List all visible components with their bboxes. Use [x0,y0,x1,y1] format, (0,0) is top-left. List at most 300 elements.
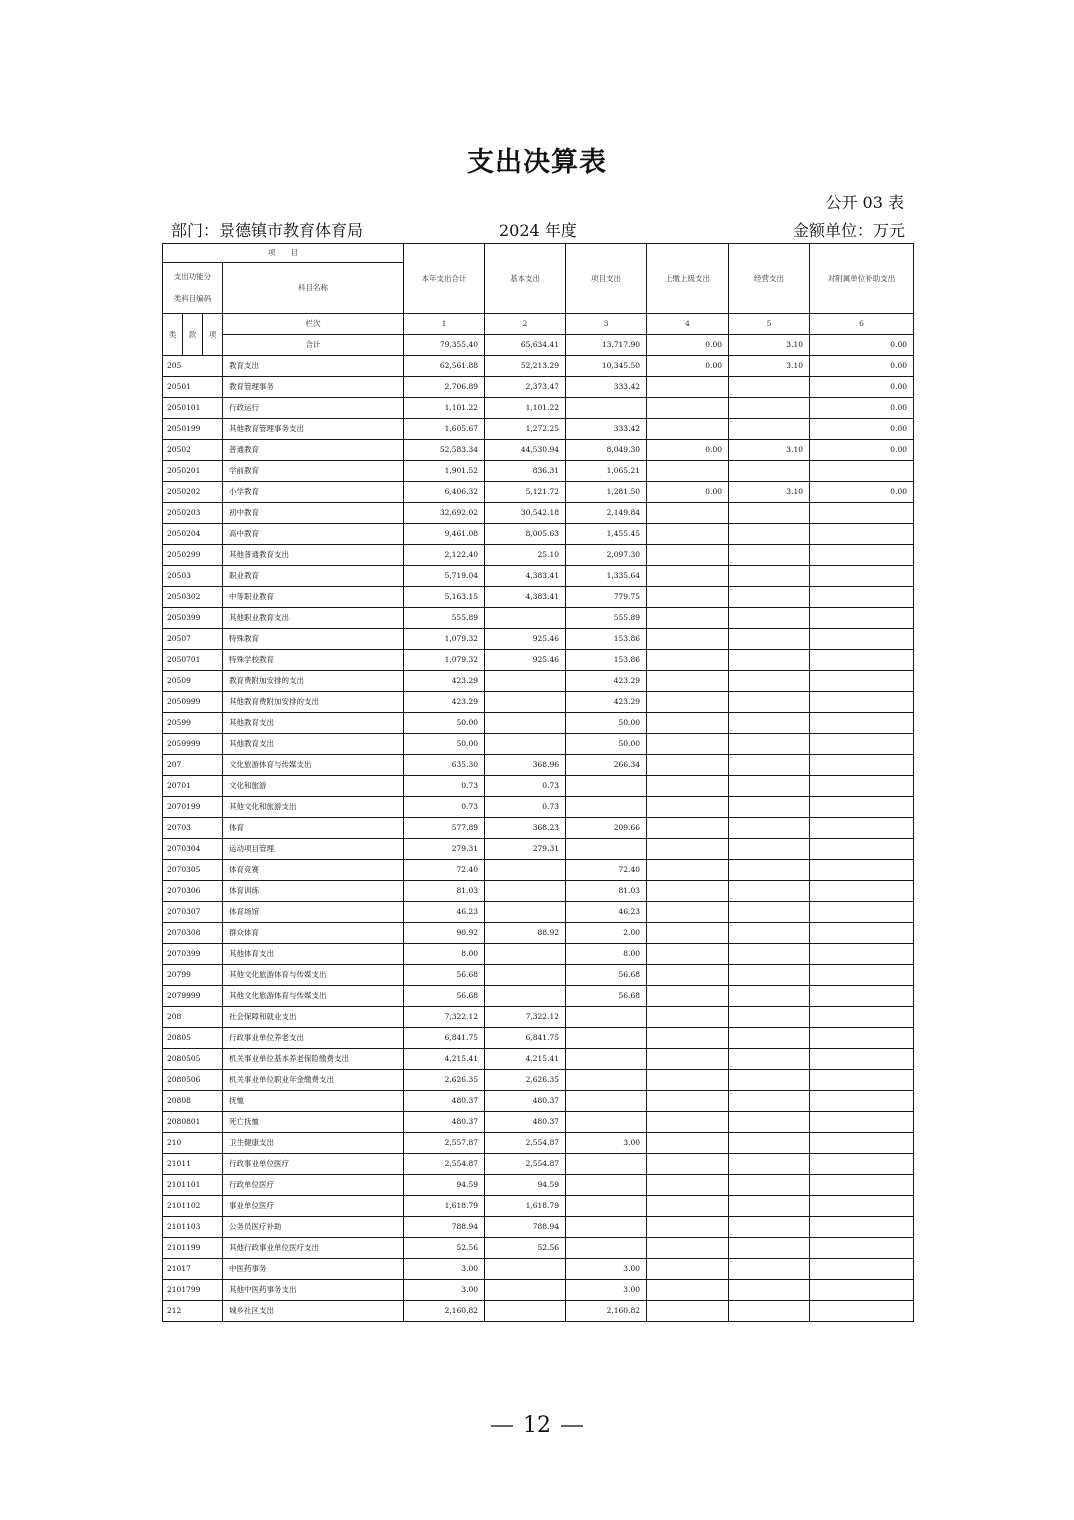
amount-cell [647,818,729,839]
amount-cell [729,587,810,608]
amount-cell [810,692,914,713]
amount-cell [566,398,647,419]
table-row [163,902,914,923]
total-row [163,335,914,356]
amount-cell [485,944,566,965]
amount-cell [810,1175,914,1196]
amount-cell: 6,406.32 [404,482,485,503]
column-header: 项目支出 [566,244,647,314]
amount-cell [810,1091,914,1112]
amount-cell: 2,097.30 [566,545,647,566]
amount-cell [729,839,810,860]
amount-cell [810,1280,914,1301]
amount-cell [485,692,566,713]
subject-code: 2101199 [163,1238,223,1259]
amount-cell [485,1259,566,1280]
amount-cell [647,1112,729,1133]
total-value: 3.10 [729,335,810,356]
amount-cell [647,1259,729,1280]
amount-cell [729,734,810,755]
subject-name: 体育竞赛 [223,860,404,881]
amount-cell: 1,079.32 [404,650,485,671]
amount-cell: 1,281.50 [566,482,647,503]
amount-cell [810,1259,914,1280]
amount-cell [810,860,914,881]
amount-cell: 5,163.15 [404,587,485,608]
table-row [163,734,914,755]
amount-cell: 279.31 [485,839,566,860]
amount-cell [647,944,729,965]
dash-left [491,1425,513,1427]
fiscal-year: 2024 年度 [499,221,577,240]
column-number: 5 [729,314,810,335]
amount-cell: 0.00 [810,398,914,419]
subject-name: 普通教育 [223,440,404,461]
amount-cell [647,692,729,713]
subject-name: 学前教育 [223,461,404,482]
amount-cell: 555.89 [566,608,647,629]
amount-cell [729,545,810,566]
amount-cell [647,650,729,671]
amount-cell: 94.59 [404,1175,485,1196]
amount-cell: 2,554.87 [485,1133,566,1154]
amount-cell [485,881,566,902]
subject-code: 20503 [163,566,223,587]
kuan-header: 款 [183,314,203,356]
amount-cell: 368.96 [485,755,566,776]
xiang-header: 项 [203,314,223,356]
amount-cell [485,734,566,755]
amount-cell: 2,706.89 [404,377,485,398]
amount-cell [729,377,810,398]
column-header: 对附属单位补助支出 [810,244,914,314]
amount-cell [647,1238,729,1259]
amount-cell [485,671,566,692]
amount-cell [729,986,810,1007]
amount-cell [810,776,914,797]
lei-header: 类 [163,314,183,356]
amount-cell: 56.68 [404,965,485,986]
amount-cell: 925.46 [485,629,566,650]
amount-cell [729,1091,810,1112]
amount-cell [647,755,729,776]
amount-cell [647,566,729,587]
amount-cell [729,1196,810,1217]
amount-cell: 9,461.08 [404,524,485,545]
amount-cell [566,797,647,818]
amount-cell [810,713,914,734]
amount-cell: 788.94 [485,1217,566,1238]
amount-cell [647,1196,729,1217]
amount-cell [485,986,566,1007]
amount-cell: 3.10 [729,440,810,461]
subject-name: 教育支出 [223,356,404,377]
subject-name: 其他文化旅游体育与传媒支出 [223,986,404,1007]
amount-cell: 0.73 [485,797,566,818]
amount-cell: 0.00 [810,482,914,503]
amount-cell: 0.00 [810,419,914,440]
amount-cell: 8,049.30 [566,440,647,461]
amount-cell: 0.00 [647,482,729,503]
subject-code: 2070308 [163,923,223,944]
subject-code: 2050204 [163,524,223,545]
amount-cell [729,1154,810,1175]
subject-name: 文化和旅游 [223,776,404,797]
amount-cell [810,944,914,965]
amount-cell [647,377,729,398]
amount-cell [729,965,810,986]
amount-cell: 81.03 [404,881,485,902]
table-row [163,965,914,986]
amount-cell: 3.00 [404,1259,485,1280]
table-row [163,1112,914,1133]
amount-cell [647,419,729,440]
subject-code: 20701 [163,776,223,797]
subject-name: 文化旅游体育与传媒支出 [223,755,404,776]
subject-name: 社会保障和就业支出 [223,1007,404,1028]
amount-cell: 635.30 [404,755,485,776]
amount-cell: 4,383.41 [485,566,566,587]
table-row [163,1091,914,1112]
column-number: 4 [647,314,729,335]
amount-cell [810,629,914,650]
column-number: 2 [485,314,566,335]
amount-cell: 2,557.87 [404,1133,485,1154]
amount-cell: 46.23 [404,902,485,923]
amount-cell [729,881,810,902]
amount-cell [729,461,810,482]
subject-name: 事业单位医疗 [223,1196,404,1217]
subject-name: 体育场馆 [223,902,404,923]
amount-cell: 1,618.79 [404,1196,485,1217]
amount-cell [647,545,729,566]
amount-cell [647,629,729,650]
subject-code: 212 [163,1301,223,1322]
subject-code: 2079999 [163,986,223,1007]
amount-cell: 72.40 [566,860,647,881]
amount-cell: 3.00 [404,1280,485,1301]
amount-cell [810,1049,914,1070]
amount-cell: 423.29 [404,671,485,692]
amount-cell [647,839,729,860]
table-row [163,923,914,944]
amount-cell [810,839,914,860]
subject-name: 行政事业单位医疗 [223,1154,404,1175]
table-row [163,1007,914,1028]
subject-name: 死亡抚恤 [223,1112,404,1133]
subject-code: 20502 [163,440,223,461]
amount-cell: 368.23 [485,818,566,839]
amount-cell: 81.03 [566,881,647,902]
page-number: 12 [523,1413,551,1438]
subject-code: 2070399 [163,944,223,965]
amount-cell [647,1049,729,1070]
amount-cell [647,1175,729,1196]
subject-name: 初中教育 [223,503,404,524]
subject-name: 其他体育支出 [223,944,404,965]
table-row [163,986,914,1007]
amount-cell [729,692,810,713]
amount-cell: 279.31 [404,839,485,860]
amount-cell [566,1112,647,1133]
amount-cell: 88.92 [485,923,566,944]
amount-cell: 1,605.67 [404,419,485,440]
amount-cell [485,608,566,629]
amount-cell: 0.73 [404,797,485,818]
function-code-header [163,263,223,314]
subject-name-header: 科目名称 [223,263,404,314]
amount-cell [729,503,810,524]
table-row [163,461,914,482]
table-row [163,398,914,419]
amount-cell: 925.46 [485,650,566,671]
department-label: 部门：景德镇市教育体育局 [171,221,364,240]
amount-cell [810,1007,914,1028]
subject-name: 特殊学校教育 [223,650,404,671]
amount-cell [729,671,810,692]
amount-cell: 0.00 [810,356,914,377]
amount-cell [729,902,810,923]
subject-name: 体育训练 [223,881,404,902]
subject-code: 207 [163,755,223,776]
subject-name: 群众体育 [223,923,404,944]
amount-cell [810,986,914,1007]
table-row [163,1175,914,1196]
table-row [163,503,914,524]
table-row [163,1028,914,1049]
subject-code: 2050201 [163,461,223,482]
table-row [163,650,914,671]
table-row [163,797,914,818]
subject-name: 行政事业单位养老支出 [223,1028,404,1049]
total-value: 79,355.40 [404,335,485,356]
amount-cell [647,986,729,1007]
amount-cell: 3.00 [566,1133,647,1154]
subject-code: 20808 [163,1091,223,1112]
subject-name: 中医药事务 [223,1259,404,1280]
amount-cell [647,398,729,419]
subject-code: 2101102 [163,1196,223,1217]
amount-cell [647,713,729,734]
amount-cell [647,1217,729,1238]
amount-cell [566,1007,647,1028]
amount-cell: 3.00 [566,1280,647,1301]
amount-cell: 4,383.41 [485,587,566,608]
table-row [163,377,914,398]
amount-cell: 333.42 [566,377,647,398]
amount-cell [647,587,729,608]
amount-cell: 32,692.02 [404,503,485,524]
amount-cell [810,524,914,545]
total-value: 65,634.41 [485,335,566,356]
table-row [163,1259,914,1280]
amount-cell [647,1154,729,1175]
amount-cell [810,797,914,818]
subject-name: 职业教育 [223,566,404,587]
subject-code: 208 [163,1007,223,1028]
amount-cell: 46.23 [566,902,647,923]
table-row [163,881,914,902]
amount-cell [729,1007,810,1028]
subject-name: 其他教育支出 [223,734,404,755]
subject-code: 2080801 [163,1112,223,1133]
amount-cell: 1,079.32 [404,629,485,650]
amount-cell: 153.86 [566,629,647,650]
table-row [163,713,914,734]
table-row [163,755,914,776]
amount-cell [566,1217,647,1238]
amount-cell: 0.00 [647,440,729,461]
subject-name: 其他中医药事务支出 [223,1280,404,1301]
subject-code: 2070306 [163,881,223,902]
amount-cell [647,902,729,923]
amount-cell: 1,101.22 [485,398,566,419]
amount-cell: 1,272.25 [485,419,566,440]
amount-cell [729,1112,810,1133]
table-row [163,356,914,377]
amount-cell [729,776,810,797]
table-row [163,1238,914,1259]
subject-code: 2070305 [163,860,223,881]
table-row [163,839,914,860]
amount-cell [810,650,914,671]
amount-cell: 90.92 [404,923,485,944]
subject-name: 特殊教育 [223,629,404,650]
subject-name: 城乡社区支出 [223,1301,404,1322]
amount-cell: 2,626.35 [404,1070,485,1091]
amount-cell: 6,841.75 [485,1028,566,1049]
table-row [163,545,914,566]
amount-cell [566,1028,647,1049]
subject-code: 2050203 [163,503,223,524]
table-row [163,566,914,587]
amount-cell [810,1301,914,1322]
amount-cell [729,1280,810,1301]
amount-cell [566,1070,647,1091]
table-row [163,692,914,713]
subject-name: 其他教育管理事务支出 [223,419,404,440]
amount-cell [729,1301,810,1322]
amount-cell [729,755,810,776]
amount-cell: 52,583.34 [404,440,485,461]
amount-cell: 836.31 [485,461,566,482]
amount-cell [729,1217,810,1238]
table-row [163,524,914,545]
subject-name: 其他教育费附加安排的支出 [223,692,404,713]
amount-cell [810,965,914,986]
table-row [163,776,914,797]
amount-cell: 423.29 [404,692,485,713]
amount-cell [647,1133,729,1154]
table-row [163,818,914,839]
amount-cell: 3.00 [566,1259,647,1280]
amount-cell [729,398,810,419]
subject-code: 210 [163,1133,223,1154]
amount-cell: 2,160.82 [404,1301,485,1322]
subject-code: 21017 [163,1259,223,1280]
amount-cell: 52,213.29 [485,356,566,377]
amount-cell [485,860,566,881]
amount-cell [729,797,810,818]
table-row [163,1070,914,1091]
subject-name: 教育费附加安排的支出 [223,671,404,692]
amount-cell [729,1070,810,1091]
amount-cell [566,1091,647,1112]
amount-cell: 30,542.18 [485,503,566,524]
subject-code: 2080506 [163,1070,223,1091]
amount-cell: 52.56 [404,1238,485,1259]
subject-code: 2050299 [163,545,223,566]
amount-cell [485,713,566,734]
amount-cell: 94.59 [485,1175,566,1196]
subject-code: 20799 [163,965,223,986]
subject-name: 卫生健康支出 [223,1133,404,1154]
table-row [163,629,914,650]
subject-name: 机关事业单位职业年金缴费支出 [223,1070,404,1091]
function-code-header-line1: 支出功能分 [173,272,212,281]
amount-cell: 480.37 [485,1091,566,1112]
amount-cell: 333.42 [566,419,647,440]
amount-cell [647,1091,729,1112]
subject-name: 高中教育 [223,524,404,545]
amount-cell: 25.10 [485,545,566,566]
amount-cell [485,1301,566,1322]
subject-name: 中等职业教育 [223,587,404,608]
amount-cell: 779.75 [566,587,647,608]
subject-name: 抚恤 [223,1091,404,1112]
amount-cell: 2.00 [566,923,647,944]
amount-cell: 423.29 [566,692,647,713]
amount-cell: 2,122.40 [404,545,485,566]
amount-cell [566,1154,647,1175]
subject-code: 2101103 [163,1217,223,1238]
amount-cell: 423.29 [566,671,647,692]
amount-cell [566,1238,647,1259]
amount-cell [729,1133,810,1154]
amount-cell: 577.89 [404,818,485,839]
amount-cell [647,881,729,902]
page-title: 支出决算表 [467,147,607,178]
amount-cell [729,608,810,629]
amount-cell: 0.00 [810,377,914,398]
amount-cell: 1,455.45 [566,524,647,545]
amount-cell: 62,561.88 [404,356,485,377]
amount-cell [729,923,810,944]
amount-cell [810,1070,914,1091]
subject-name: 其他文化旅游体育与传媒支出 [223,965,404,986]
column-number: 6 [810,314,914,335]
amount-cell [729,1028,810,1049]
amount-cell: 5,719.04 [404,566,485,587]
subject-code: 2050701 [163,650,223,671]
amount-cell [729,1049,810,1070]
table-row [163,587,914,608]
amount-cell [647,1070,729,1091]
amount-cell [810,503,914,524]
column-header: 本年支出合计 [404,244,485,314]
amount-cell: 209.66 [566,818,647,839]
amount-cell [810,755,914,776]
amount-cell [647,671,729,692]
amount-cell [810,1112,914,1133]
total-value: 13,717.90 [566,335,647,356]
subject-name: 行政单位医疗 [223,1175,404,1196]
table-row [163,1133,914,1154]
subject-code: 20703 [163,818,223,839]
amount-cell [810,566,914,587]
header-row-index [163,314,914,335]
amount-cell: 8.00 [566,944,647,965]
